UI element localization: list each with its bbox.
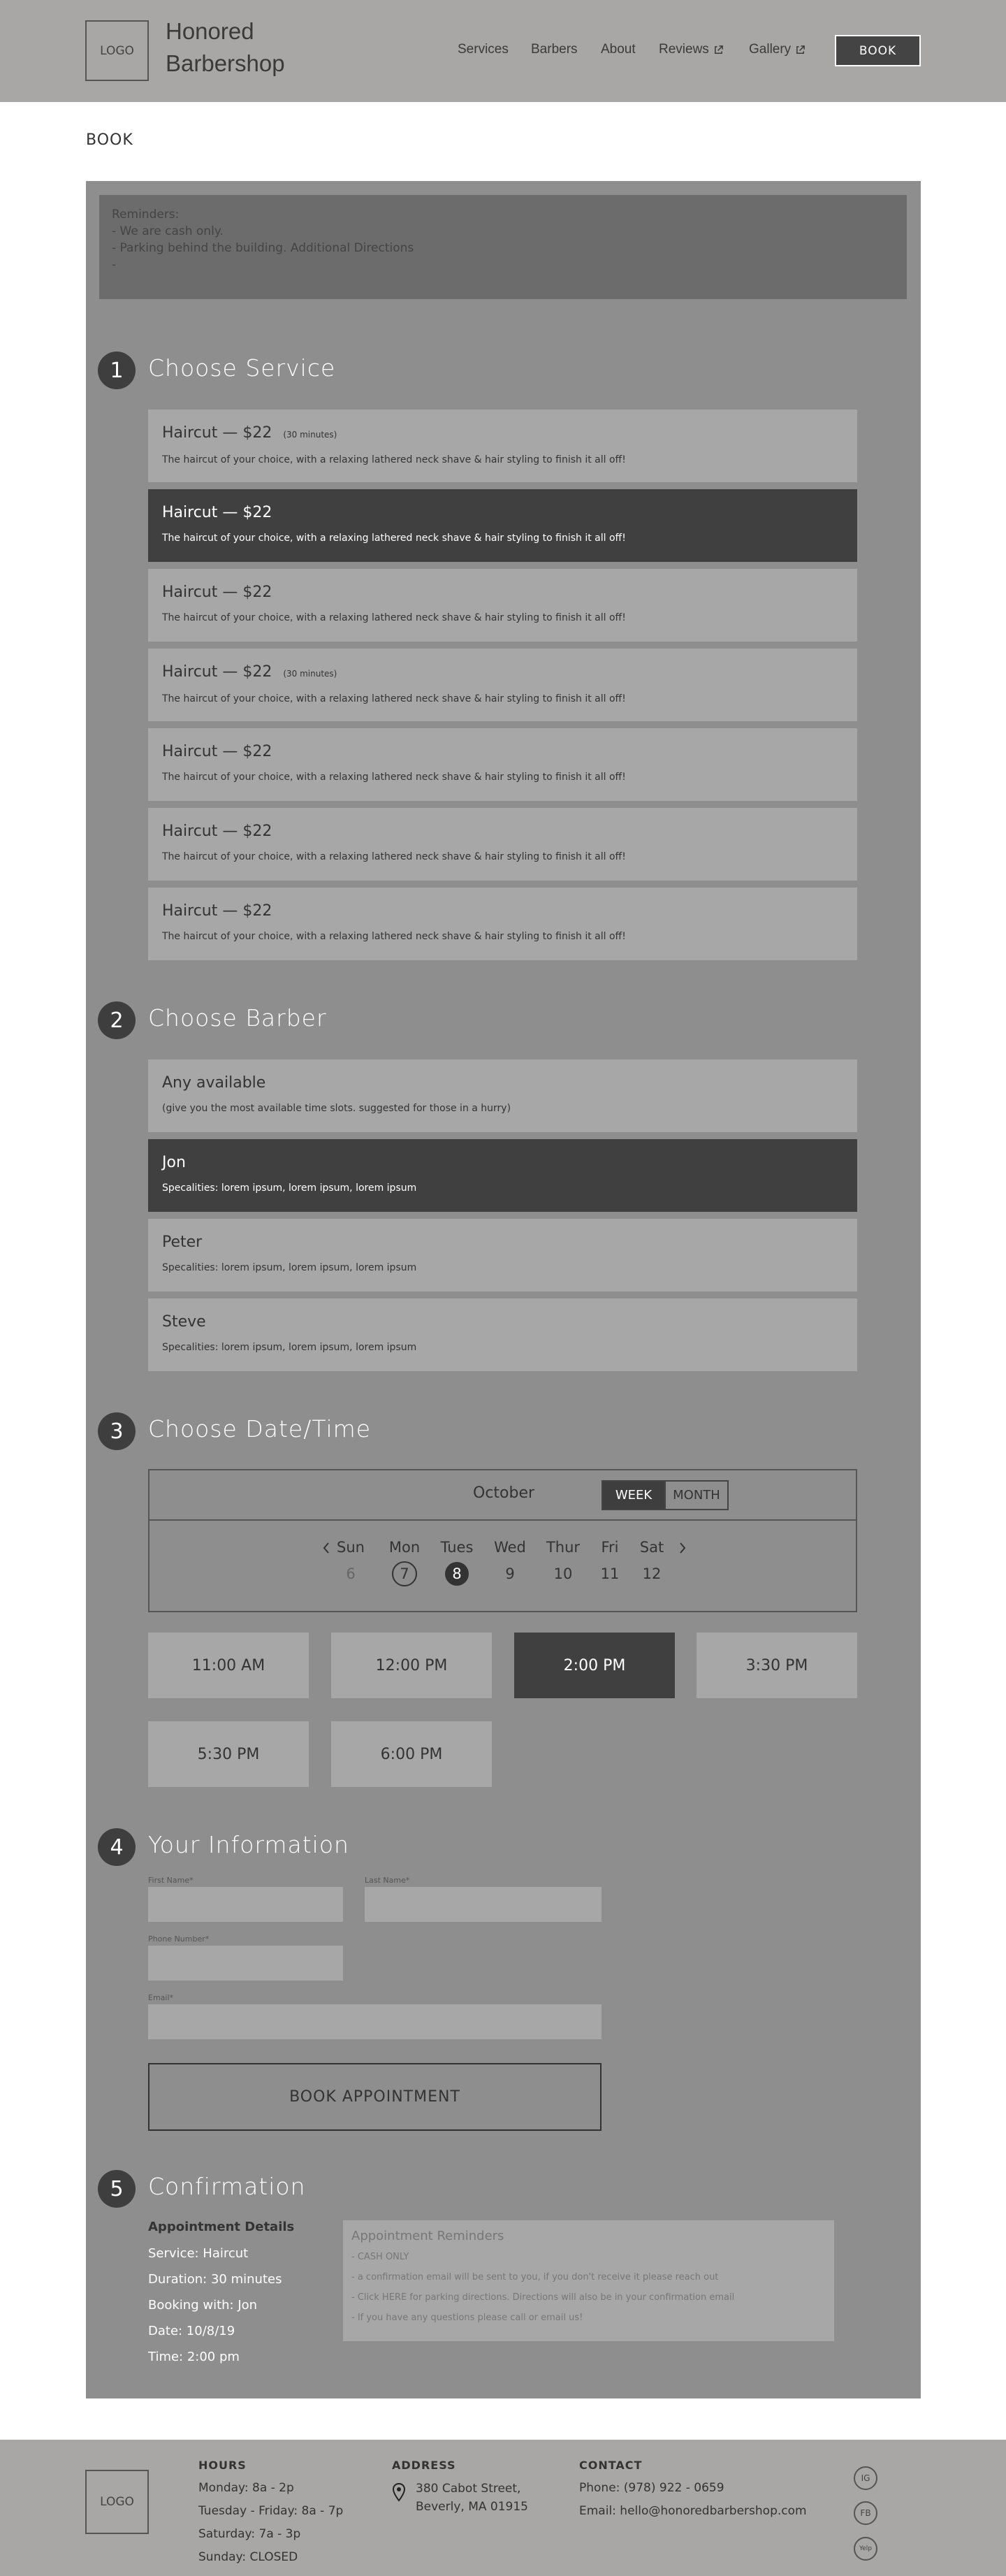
nav-gallery-label: Gallery [749, 42, 792, 57]
detail-service: Service: Haircut [148, 2246, 249, 2261]
email-label: Email* [148, 1993, 174, 2002]
service-description: The haircut of your choice, with a relaxing lathered neck shave & hair styling to finish it all off! [162, 851, 626, 862]
step-2-badge: 2 [98, 1001, 136, 1039]
reminder-item[interactable]: - Click HERE for parking directions. Directions will also be in your confirmation email [351, 2292, 735, 2303]
nav-services-label: Services [458, 42, 509, 57]
your-information-heading: Your Information [148, 1831, 349, 1858]
service-name: Haircut — $22 [162, 902, 272, 920]
day-mon [384, 1539, 425, 1586]
brand-line-1: Honored [166, 18, 254, 44]
nav-services[interactable] [458, 42, 509, 57]
service-option-selected[interactable] [148, 489, 857, 562]
appointment-reminders-title: Appointment Reminders [351, 2229, 504, 2243]
service-option[interactable] [148, 808, 857, 881]
detail-duration: Duration: 30 minutes [148, 2272, 282, 2287]
map-pin-icon [392, 2482, 406, 2502]
day-name: Thur [546, 1539, 581, 1556]
service-option[interactable] [148, 649, 857, 721]
phone-label: Phone Number* [148, 1934, 210, 1944]
barber-description: Specalities: lorem ipsum, lorem ipsum, lorem ipsum [162, 1342, 417, 1353]
barber-description: Specalities: lorem ipsum, lorem ipsum, lorem ipsum [162, 1262, 417, 1273]
day-number[interactable]: 9 [505, 1565, 515, 1582]
service-option[interactable] [148, 888, 857, 960]
barber-option[interactable] [148, 1059, 857, 1132]
choose-service-heading: Choose Service [148, 354, 336, 382]
choose-datetime-heading: Choose Date/Time [148, 1415, 372, 1442]
nav-about[interactable] [601, 42, 636, 57]
choose-barber-heading: Choose Barber [148, 1004, 327, 1032]
external-link-icon [795, 45, 805, 55]
service-option[interactable] [148, 728, 857, 801]
book-button[interactable]: BOOK [835, 35, 921, 66]
time-slot[interactable]: 11:00 AM [148, 1633, 309, 1698]
service-option[interactable] [148, 410, 857, 482]
book-appointment-button[interactable]: BOOK APPOINTMENT [148, 2063, 602, 2131]
barber-description: Specalities: lorem ipsum, lorem ipsum, lorem ipsum [162, 1182, 417, 1194]
nav-barbers-label: Barbers [531, 42, 578, 57]
day-thur [542, 1539, 584, 1588]
nav-reviews[interactable] [659, 42, 724, 57]
barber-name: Jon [162, 1154, 186, 1171]
nav-gallery[interactable] [749, 42, 805, 57]
last-name-field[interactable] [365, 1887, 602, 1922]
service-description: The haircut of your choice, with a relaxing lathered neck shave & hair styling to finish it all off! [162, 454, 626, 465]
hours-line: Monday: 8a - 2p [198, 2481, 294, 2495]
step-5-badge: 5 [98, 2170, 136, 2208]
brand-line-2: Barbershop [166, 50, 285, 76]
day-wed [489, 1539, 531, 1588]
day-number[interactable]: 11 [600, 1565, 620, 1582]
day-name: Wed [494, 1539, 526, 1556]
service-name: Haircut — $22 [162, 823, 272, 840]
service-name: Haircut — $22 [162, 743, 272, 760]
chevron-right-icon[interactable] [677, 1540, 688, 1556]
site-header [0, 0, 1006, 102]
detail-date: Date: 10/8/19 [148, 2324, 235, 2338]
first-name-label: First Name* [148, 1876, 194, 1885]
barber-name: Steve [162, 1313, 206, 1331]
service-description: The haircut of your choice, with a relaxing lathered neck shave & hair styling to finish it all off! [162, 693, 626, 704]
reminder-line: - We are cash only. [112, 224, 224, 238]
last-name-label: Last Name* [365, 1876, 410, 1885]
header-logo[interactable]: LOGO [85, 20, 149, 81]
reminder-line: - Parking behind the building. Additional Directions [112, 241, 414, 255]
reminders-box [99, 195, 907, 299]
day-name: Sat [639, 1539, 664, 1556]
confirmation-heading: Confirmation [148, 2173, 306, 2200]
barber-name: Peter [162, 1233, 203, 1251]
service-description: The haircut of your choice, with a relaxing lathered neck shave & hair styling to finish it all off! [162, 931, 626, 942]
barber-option[interactable] [148, 1298, 857, 1371]
appointment-reminders-box [343, 2220, 834, 2341]
site-footer [0, 2440, 1006, 2576]
day-name: Fri [601, 1539, 619, 1556]
day-number-selected[interactable]: 8 [445, 1562, 469, 1586]
first-name-field[interactable] [148, 1887, 343, 1922]
calendar-month: October [473, 1484, 535, 1502]
day-number-today[interactable]: 7 [392, 1561, 417, 1586]
reminders-title: Reminders: [112, 208, 180, 222]
contact-column [579, 2454, 807, 2523]
contact-phone[interactable]: Phone: (978) 922 - 0659 [579, 2481, 724, 2495]
time-slot-selected[interactable]: 2:00 PM [514, 1633, 675, 1698]
calendar-header [150, 1470, 856, 1521]
service-name: Haircut — $22 [162, 663, 272, 681]
day-name: Tues [440, 1539, 474, 1556]
service-duration: (30 minutes) [283, 430, 337, 440]
service-description: The haircut of your choice, with a relaxing lathered neck shave & hair styling to finish it all off! [162, 772, 626, 783]
day-number[interactable]: 6 [346, 1565, 356, 1582]
yelp-icon[interactable]: Yelp [854, 2537, 877, 2561]
day-name: Mon [388, 1539, 421, 1556]
barber-option[interactable] [148, 1219, 857, 1291]
day-sun [330, 1539, 372, 1588]
reminder-line: - [112, 258, 117, 272]
service-name: Haircut — $22 [162, 584, 272, 601]
hours-line: Sunday: CLOSED [198, 2550, 298, 2564]
day-tues [436, 1539, 478, 1586]
time-slot[interactable]: 6:00 PM [331, 1721, 492, 1787]
contact-email[interactable]: Email: hello@honoredbarbershop.com [579, 2504, 807, 2518]
address-column [392, 2454, 528, 2516]
time-slot[interactable]: 3:30 PM [697, 1633, 857, 1698]
hours-line: Tuesday - Friday: 8a - 7p [198, 2504, 344, 2518]
address-text[interactable] [416, 2480, 528, 2516]
service-description: The haircut of your choice, with a relaxing lathered neck shave & hair styling to finish it all off! [162, 533, 626, 544]
appointment-details-title: Appointment Details [148, 2220, 295, 2234]
service-name: Haircut — $22 [162, 424, 272, 442]
facebook-icon[interactable]: FB [854, 2501, 877, 2525]
month-view-button[interactable]: MONTH [664, 1480, 729, 1510]
barber-name: Any available [162, 1074, 266, 1092]
time-slot[interactable]: 5:30 PM [148, 1721, 309, 1787]
barber-option-selected[interactable] [148, 1139, 857, 1212]
day-sat [631, 1539, 673, 1588]
service-duration: (30 minutes) [283, 669, 337, 679]
nav-about-label: About [601, 42, 636, 57]
step-4-badge: 4 [98, 1828, 136, 1866]
service-description: The haircut of your choice, with a relaxing lathered neck shave & hair styling to finish it all off! [162, 612, 626, 623]
barber-description: (give you the most available time slots. suggested for those in a hurry) [162, 1103, 511, 1114]
reminder-item: - CASH ONLY [351, 2252, 409, 2262]
contact-title: CONTACT [579, 2459, 643, 2472]
detail-barber: Booking with: Jon [148, 2298, 258, 2313]
footer-logo[interactable]: LOGO [85, 2470, 149, 2534]
week-view-button[interactable]: WEEK [602, 1480, 666, 1510]
day-name: Sun [337, 1539, 365, 1556]
reminder-item: - a confirmation email will be sent to you, if you don't receive it please reach out [351, 2272, 719, 2282]
day-number[interactable]: 12 [642, 1565, 662, 1582]
booking-panel [86, 181, 921, 2398]
time-slot[interactable]: 12:00 PM [331, 1633, 492, 1698]
instagram-icon[interactable]: IG [854, 2466, 877, 2490]
service-name: Haircut — $22 [162, 504, 272, 521]
brand-name[interactable] [166, 15, 285, 80]
service-option[interactable] [148, 569, 857, 642]
detail-time: Time: 2:00 pm [148, 2350, 240, 2364]
day-number[interactable]: 10 [553, 1565, 573, 1582]
step-1-badge: 1 [98, 352, 136, 389]
step-3-badge: 3 [98, 1412, 136, 1450]
address-title: ADDRESS [392, 2459, 456, 2472]
email-field[interactable] [148, 2004, 602, 2039]
hours-title: HOURS [198, 2459, 247, 2472]
address-line: 380 Cabot Street, [416, 2482, 521, 2496]
hours-column [198, 2454, 343, 2569]
external-link-icon [713, 45, 724, 55]
page-title: BOOK [86, 131, 133, 149]
nav-reviews-label: Reviews [659, 42, 709, 57]
address-line: Beverly, MA 01915 [416, 2500, 529, 2514]
nav-barbers[interactable] [531, 42, 578, 57]
hours-line: Saturday: 7a - 3p [198, 2527, 301, 2541]
phone-field[interactable] [148, 1946, 343, 1981]
calendar [148, 1469, 857, 1612]
reminder-item: - If you have any questions please call or email us! [351, 2313, 583, 2323]
day-fri [589, 1539, 631, 1588]
